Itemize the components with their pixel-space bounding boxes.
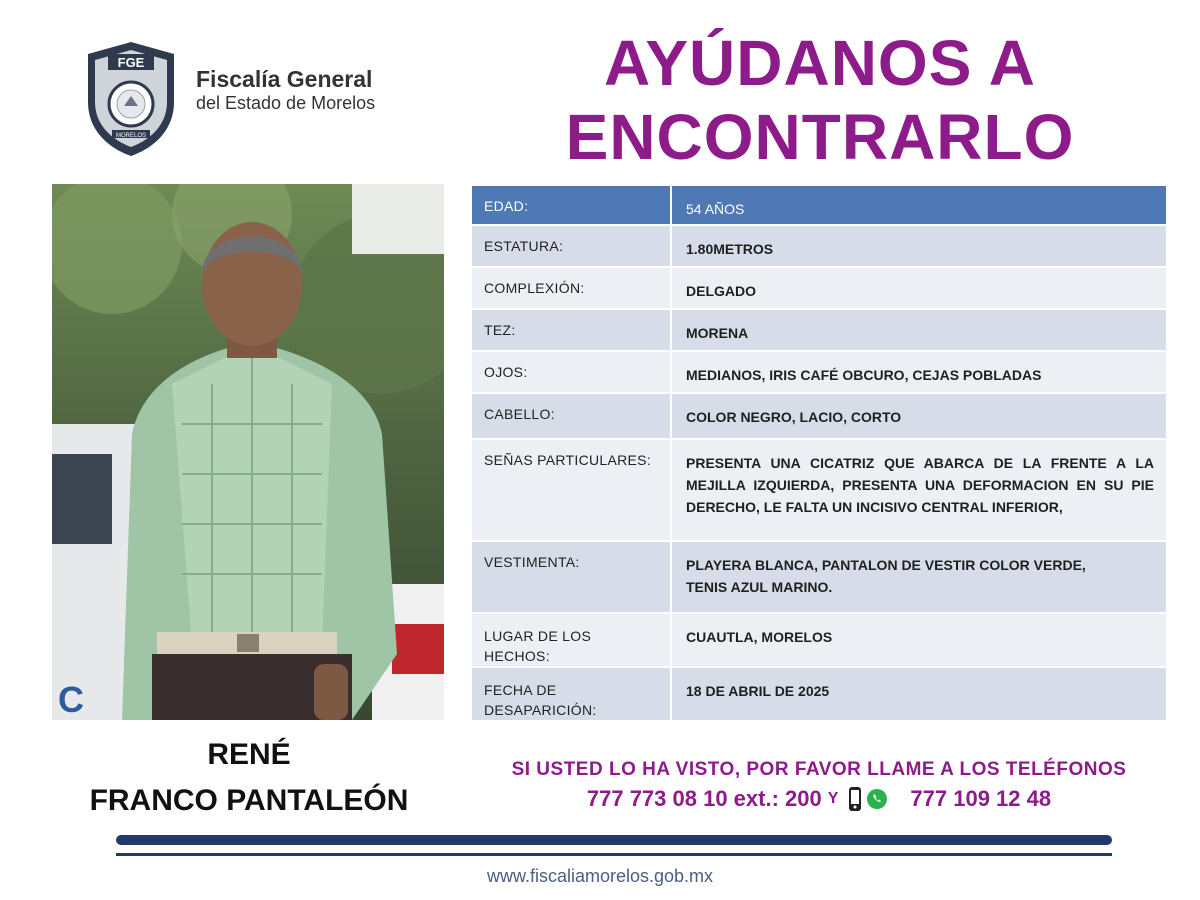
fge-logo: [84, 40, 178, 158]
call-to-action: SI USTED LO HA VISTO, POR FAVOR LLAME A LOS TELÉFONOS: [511, 759, 1127, 780]
footer-bar-thin: [116, 853, 1112, 856]
table-row: [472, 440, 1166, 540]
detail-value: CUAUTLA, MORELOS: [686, 629, 833, 645]
phone-numbers: [472, 784, 1166, 814]
detail-value: MORENA: [686, 325, 749, 341]
detail-label: COMPLEXIÓN:: [472, 268, 672, 308]
table-row: [472, 394, 1166, 438]
detail-label: ESTATURA:: [472, 226, 672, 266]
table-row: [472, 542, 1166, 612]
phone-joiner: Y: [827, 790, 839, 807]
detail-label: SEÑAS PARTICULARES:: [472, 440, 672, 540]
missing-person-photo: [52, 184, 444, 720]
mobile-phone-icon: [848, 786, 862, 812]
person-first-name: RENÉ: [207, 738, 291, 771]
headline-line-1: AYÚDANOS A: [604, 27, 1036, 99]
detail-label: LUGAR DE LOS HECHOS:: [472, 614, 672, 666]
detail-label: TEZ:: [472, 310, 672, 350]
detail-value: MEDIANOS, IRIS CAFÉ OBCURO, CEJAS POBLADAS: [686, 367, 1042, 383]
detail-label: CABELLO:: [472, 394, 672, 438]
detail-value: COLOR NEGRO, LACIO, CORTO: [686, 409, 902, 425]
detail-label: OJOS:: [472, 352, 672, 392]
table-row: [472, 310, 1166, 350]
detail-value: 1.80METROS: [686, 241, 774, 257]
detail-value: DELGADO: [686, 283, 756, 299]
org-name: Fiscalía General: [196, 66, 373, 92]
phone-number-1: 777 773 08 10 ext.: 200: [586, 786, 822, 811]
organization-name-block: [196, 66, 456, 114]
table-row: [472, 614, 1166, 666]
logo-text: FGE: [117, 55, 145, 70]
table-row: [472, 186, 1166, 224]
table-row: [472, 668, 1166, 720]
detail-value: 18 DE ABRIL DE 2025: [686, 683, 830, 699]
whatsapp-icon: [866, 788, 888, 810]
logo-bottom-text: MORELOS: [115, 133, 147, 139]
contact-icons: [848, 786, 888, 812]
phone-number-2: 777 109 12 48: [910, 786, 1052, 811]
headline-line-2: ENCONTRARLO: [565, 101, 1075, 173]
detail-value: PLAYERA BLANCA, PANTALON DE VESTIR COLOR VERDE, TENIS AZUL MARINO.: [686, 557, 1086, 595]
svg-text:C: C: [58, 679, 84, 720]
detail-value: 54 AÑOS: [686, 201, 745, 217]
table-row: [472, 352, 1166, 392]
table-row: [472, 268, 1166, 308]
org-subtitle: del Estado de Morelos: [196, 93, 376, 113]
website-link[interactable]: www.fiscaliamorelos.gob.mx: [486, 866, 714, 886]
detail-value: PRESENTA UNA CICATRIZ QUE ABARCA DE LA FRENTE A LA MEJILLA IZQUIERDA, PRESENTA UNA DEFORMACION EN SU PIE DERECHO, LE FALTA UN INCISIVO CENTRAL INFERIOR,: [686, 455, 1154, 515]
table-row: [472, 226, 1166, 266]
detail-label: VESTIMENTA:: [472, 542, 672, 612]
person-last-name: FRANCO PANTALEÓN: [89, 784, 409, 817]
detail-label: FECHA DE DESAPARICIÓN:: [472, 668, 672, 720]
footer-bar-thick: [116, 835, 1112, 845]
detail-label: EDAD:: [472, 186, 672, 224]
